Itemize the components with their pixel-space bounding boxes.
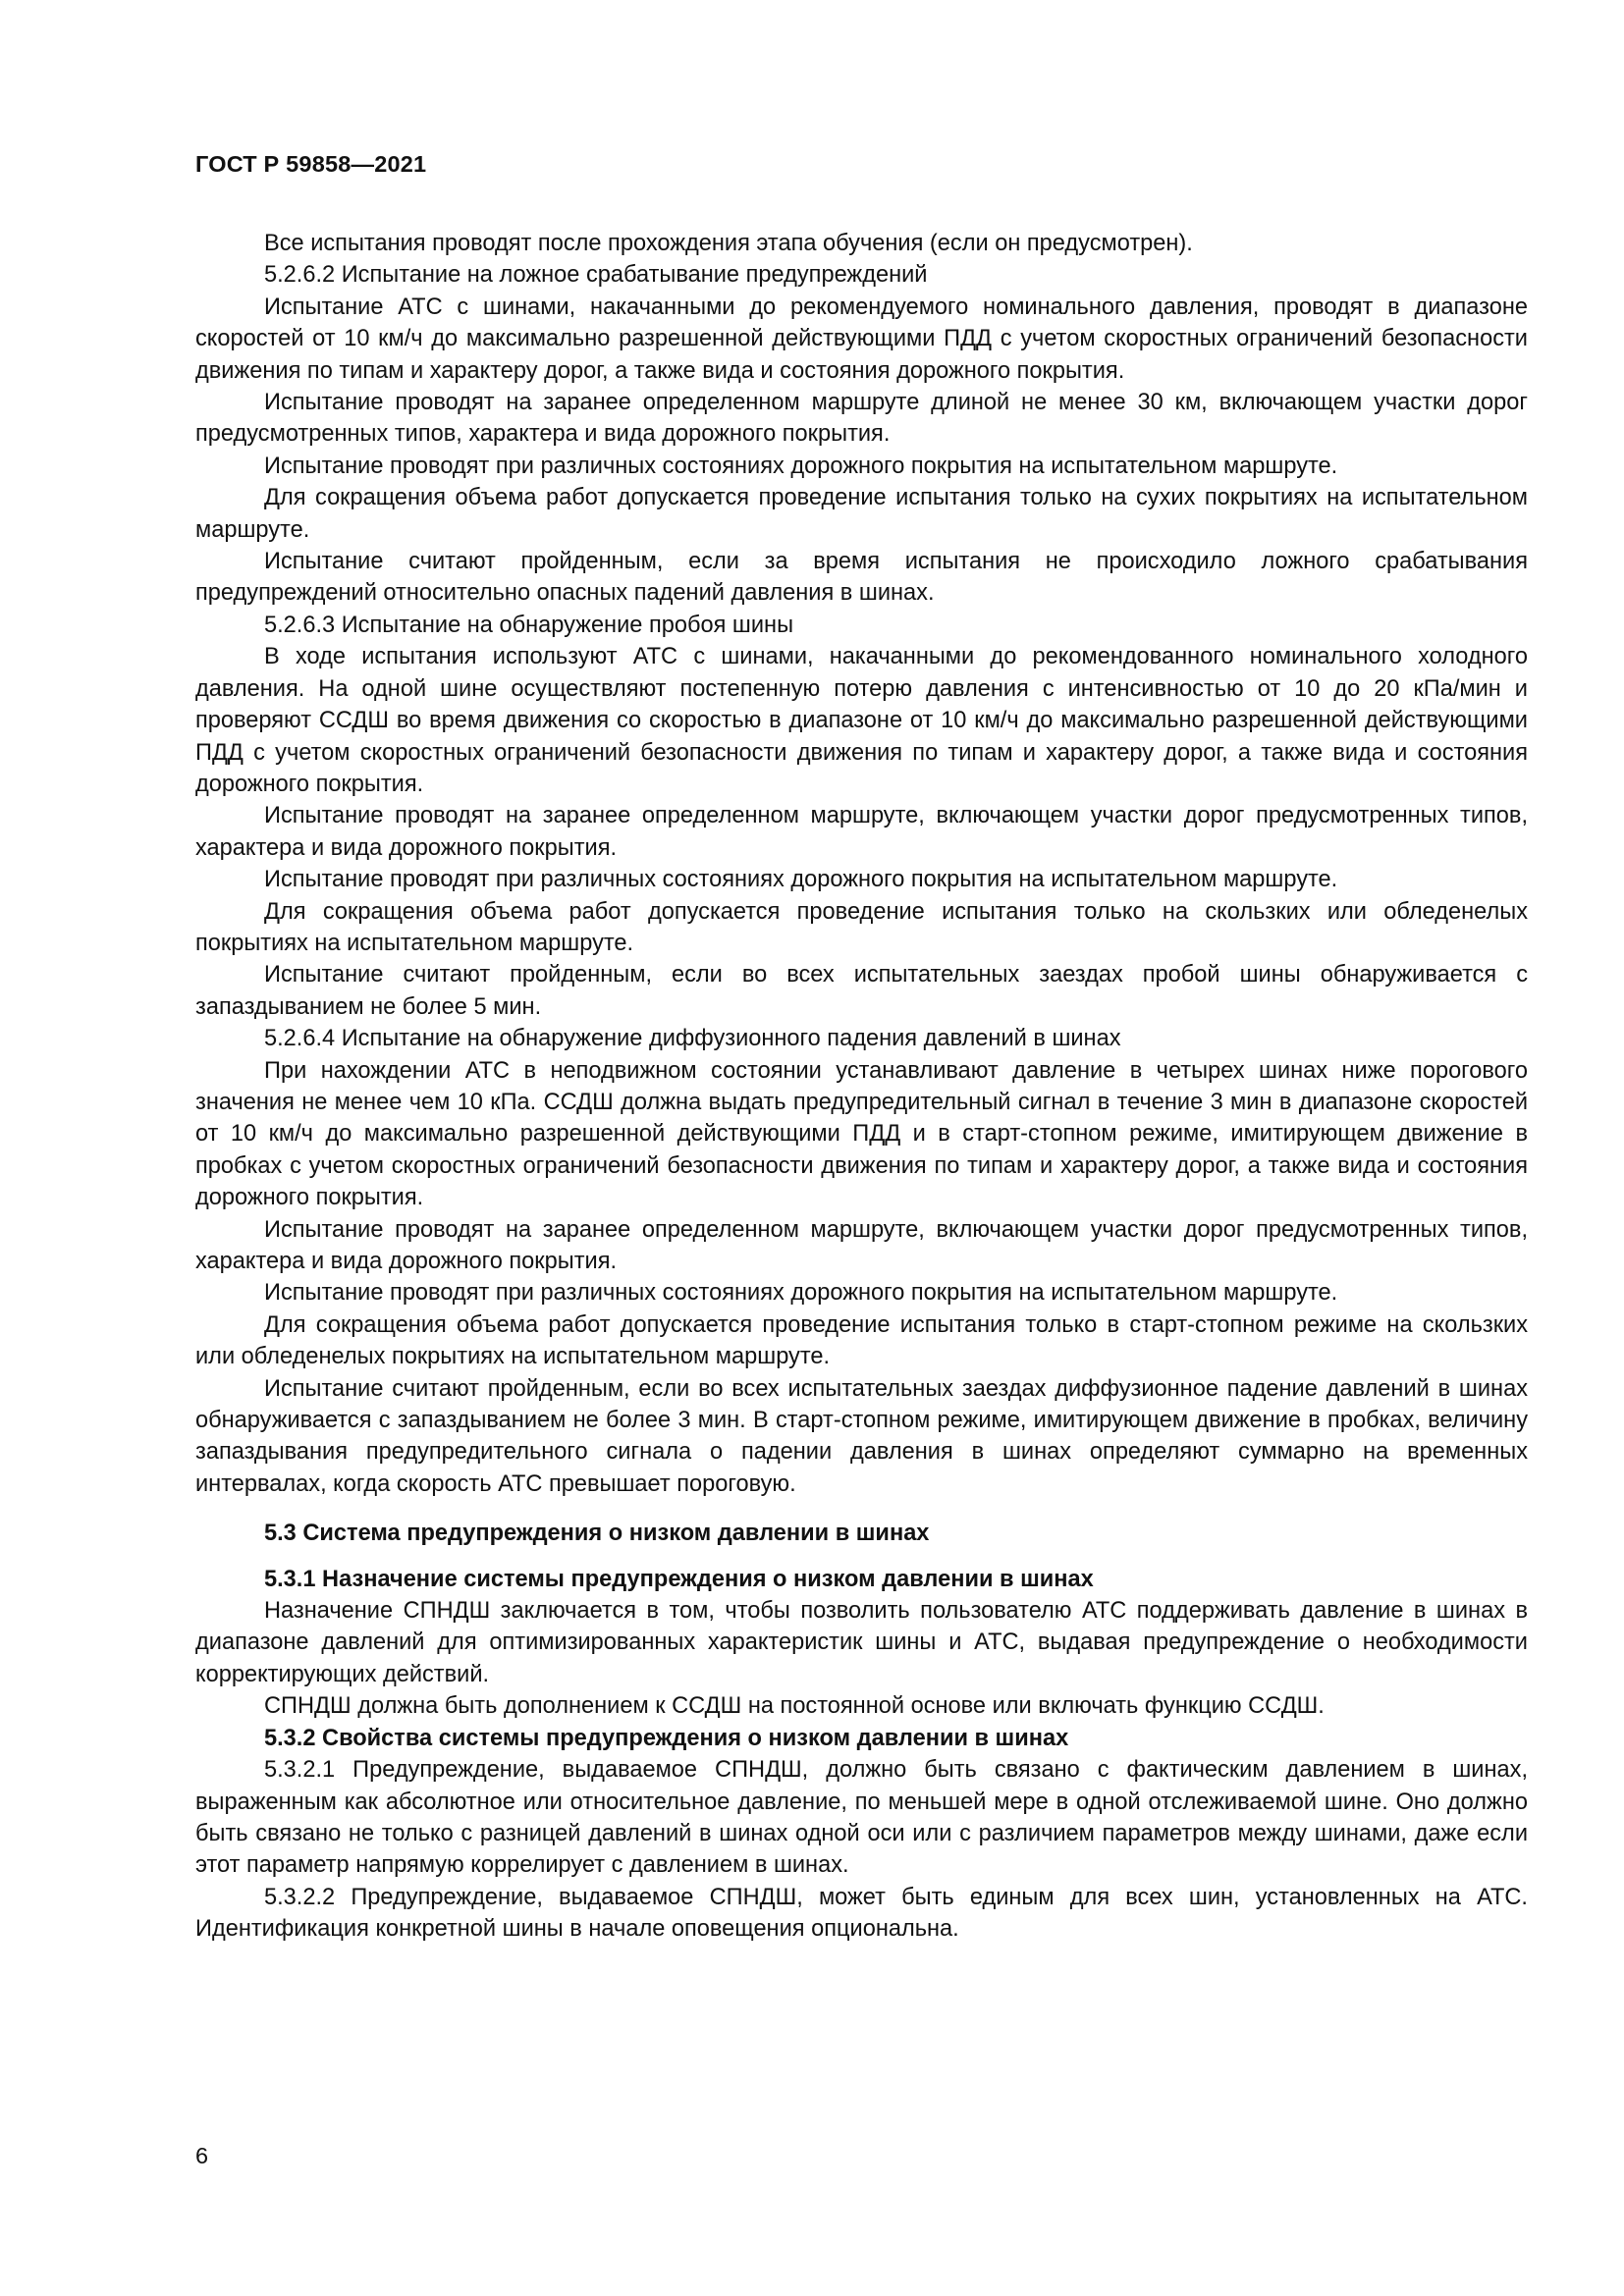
paragraph: Испытание проводят при различных состояниях дорожного покрытия на испытательном маршруте. xyxy=(264,1280,1338,1307)
section-heading: 5.3 Система предупреждения о низком давлении в шинах xyxy=(264,1521,930,1547)
subsection-heading: 5.3.1 Назначение системы предупреждения о низком давлении в шинах xyxy=(264,1566,1094,1592)
paragraph: Испытание проводят на заранее определенном маршруте, включающем участки дорог предусмотренных типов, характера и вида дорожного покрытия. xyxy=(195,1216,1528,1274)
paragraph: При нахождении АТС в неподвижном состоянии устанавливают давление в четырех шинах ниже порогового значения не менее чем 10 кПа. ССДШ должна выдать предупредительный сигнал в течение 3 мин в диапазоне скоростей от 10 км/ч до максимально разрешенной действующими ПДД и в старт-стопном режиме, имитирующем движение в пробках с учетом скоростных ограничений безопасности движения по типам и характеру дорог, а также вида и состояния дорожного покрытия. xyxy=(195,1057,1528,1211)
document-page xyxy=(195,0,1528,2296)
page-number: 6 xyxy=(195,2143,209,2168)
paragraph: В ходе испытания используют АТС с шинами, накачанными до рекомендованного номинального холодного давления. На одной шине осуществляют постепенную потерю давления с интенсивностью от 10 до 20 кПа/мин и проверяют ССДШ во время движения со скоростью в диапазоне от 10 км/ч до максимально разрешенной действующими ПДД с учетом скоростных ограничений безопасности движения по типам и характеру дорог, а также вида и состояния дорожного покрытия. xyxy=(195,644,1528,797)
paragraph: СПНДШ должна быть дополнением к ССДШ на постоянной основе или включать функцию ССДШ. xyxy=(264,1693,1325,1720)
paragraph: Назначение СПНДШ заключается в том, чтобы позволить пользователю АТС поддерживать давление в шинах в диапазоне давлений для оптимизированных характеристик шины и АТС, выдавая предупреждение о необходимости корректирующих действий. xyxy=(195,1598,1528,1687)
document-body xyxy=(195,228,1528,1946)
subsection-heading: 5.3.2 Свойства системы предупреждения о низком давлении в шинах xyxy=(264,1725,1069,1751)
standard-header: ГОСТ Р 59858—2021 xyxy=(195,151,427,177)
paragraph: Для сокращения объема работ допускается проведение испытания только в старт-стопном режиме на скользких или обледенелых покрытиях на испытательном маршруте. xyxy=(195,1311,1528,1370)
paragraph: Испытание считают пройденным, если во всех испытательных заездах пробой шины обнаруживается с запаздыванием не более 5 мин. xyxy=(195,962,1528,1020)
paragraph: 5.3.2.2 Предупреждение, выдаваемое СПНДШ, может быть единым для всех шин, установленных на АТС. Идентификация конкретной шины в начале оповещения опциональна. xyxy=(195,1884,1528,1943)
paragraph: Испытание проводят на заранее определенном маршруте, включающем участки дорог предусмотренных типов, характера и вида дорожного покрытия. xyxy=(195,803,1528,861)
paragraph: Испытание АТС с шинами, накачанными до рекомендуемого номинального давления, проводят в диапазоне скоростей от 10 км/ч до максимально разрешенной действующими ПДД с учетом скоростных ограничений безопасности движения по типам и характеру дорог, а также вида и состояния дорожного покрытия. xyxy=(195,294,1528,384)
paragraph: Испытание считают пройденным, если во всех испытательных заездах диффузионное падение давлений в шинах обнаруживается с запаздыванием не более 3 мин. В старт-стопном режиме, имитирующем движение в пробках, величину запаздывания предупредительного сигнала о падении давления в шинах определяют суммарно на временных интервалах, когда скорость АТС превышает пороговую. xyxy=(195,1375,1528,1497)
paragraph: Испытание проводят при различных состояниях дорожного покрытия на испытательном маршруте. xyxy=(264,867,1338,893)
paragraph: Для сокращения объема работ допускается проведение испытания только на сухих покрытиях на испытательном маршруте. xyxy=(195,485,1528,543)
paragraph: Все испытания проводят после прохождения этапа обучения (если он предусмотрен). xyxy=(264,231,1193,256)
clause-title: 5.2.6.4 Испытание на обнаружение диффузионного падения давлений в шинах xyxy=(264,1026,1121,1052)
paragraph: Испытание считают пройденным, если за время испытания не происходило ложного срабатывания предупреждений относительно опасных падений давления в шинах. xyxy=(195,549,1528,607)
clause-title: 5.2.6.2 Испытание на ложное срабатывание предупреждений xyxy=(264,262,928,289)
paragraph: Испытание проводят при различных состояниях дорожного покрытия на испытательном маршруте. xyxy=(264,453,1338,479)
paragraph: Для сокращения объема работ допускается проведение испытания только на скользких или обледенелых покрытиях на испытательном маршруте. xyxy=(195,898,1528,956)
clause-title: 5.2.6.3 Испытание на обнаружение пробоя шины xyxy=(264,612,794,638)
paragraph: Испытание проводят на заранее определенном маршруте длиной не менее 30 км, включающем участки дорог предусмотренных типов, характера и вида дорожного покрытия. xyxy=(195,390,1528,448)
paragraph: 5.3.2.1 Предупреждение, выдаваемое СПНДШ, должно быть связано с фактическим давлением в шинах, выраженным как абсолютное или относительное давление, по меньшей мере в одной отслеживаемой шине. Оно должно быть связано не только с разницей давлений в шинах одной оси или с различием параметров между шинами, даже если этот параметр напрямую коррелирует с давлением в шинах. xyxy=(195,1757,1528,1879)
